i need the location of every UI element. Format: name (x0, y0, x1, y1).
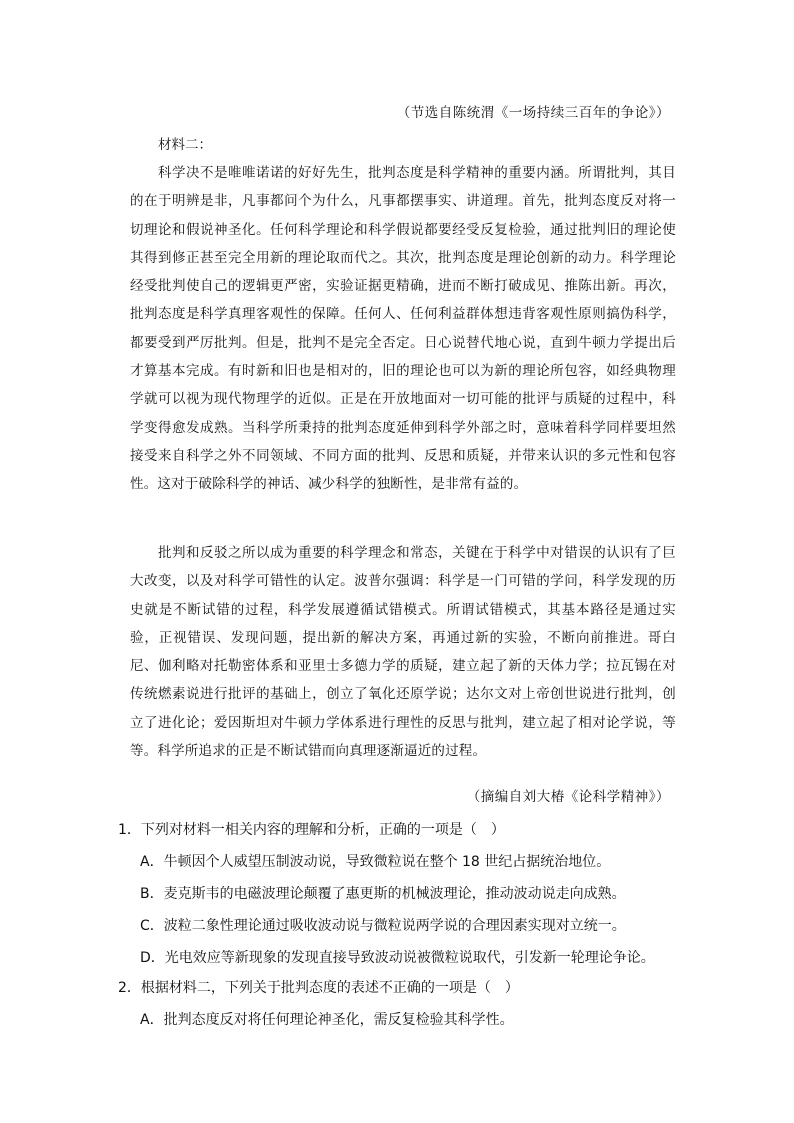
material-2-heading: 材料二： (158, 137, 212, 153)
question-2-number: 2． (118, 980, 141, 996)
material-2-paragraph-2: 批判和反驳之所以成为重要的科学理念和常态，关键在于科学中对错误的认识有了巨大改变，以及对科学可错性的认定。波普尔强调：科学是一门可错的学问，科学发现的历史就是不断试错的过程，科学发展遵循试错模式。所谓试错模式，其基本路径是通过实验，正视错误、发现问题，提出新的解决方案，再通过新的实验，不断向前推进。哥白尼、伽利略对托勒密体系和亚里士多德力学的质疑，建立起了新的天体力学；拉瓦锡在对传统燃素说进行批评的基础上，创立了氧化还原学说；达尔文对上帝创世说进行批判，创立了进化论；爱因斯坦对牛顿力学体系进行理性的反思与批判，建立起了相对论学说，等等。科学所追求的正是不断试错而向真理逐渐逼近的过程。 (130, 545, 676, 760)
question-2 (118, 978, 678, 998)
question-1-option-a: A．牛顿因个人威望压制波动说，导致微粒说在整个 18 世纪占据统治地位。 (140, 854, 611, 870)
source-citation-1: （节选自陈统渭《一场持续三百年的争论》） (396, 105, 670, 121)
source-citation-2: （摘编自刘大椿《论科学精神》） (466, 789, 670, 805)
question-2-option-a: A．批判态度反对将任何理论神圣化，需反复检验其科学性。 (140, 1012, 514, 1028)
material-2-paragraph-1: 科学决不是唯唯诺诺的好好先生，批判态度是科学精神的重要内涵。所谓批判，其目的在于明辨是非，凡事都问个为什么，凡事都摆事实、讲道理。首先，批判态度反对将一切理论和假说神圣化。任何科学理论和科学假说都要经受反复检验，通过批判旧的理论使其得到修正甚至完全用新的理论取而代之。其次，批判态度是理论创新的动力。科学理论经受批判使自己的逻辑更严密，实验证据更精确，进而不断打破成见、推陈出新。再次，批判态度是科学真理客观性的保障。任何人、任何利益群体想违背客观性原则搞伪科学，都要受到严厉批判。但是，批判不是完全否定。日心说替代地心说，直到牛顿力学提出后才算基本完成。有时新和旧也是相对的，旧的理论也可以为新的理论所包容，如经典物理学就可以视为现代物理学的近似。正是在开放地面对一切可能的批评与质疑的过程中，科学变得愈发成熟。当科学所秉持的批判态度延伸到科学外部之时，意味着科学同样要坦然接受来自科学之外不同领域、不同方面的批判、反思和质疑，并带来认识的多元性和包容性。这对于破除科学的神话、减少科学的独断性，是非常有益的。 (130, 165, 676, 493)
question-1-text: 下列对材料一相关内容的理解和分析，正确的一项是（ ） (140, 822, 505, 838)
question-1 (118, 820, 678, 840)
question-1-option-d: D．光电效应等新现象的发现直接导致波动说被微粒说取代，引发新一轮理论争论。 (140, 950, 655, 966)
question-1-option-c: C．波粒二象性理论通过吸收波动说与微粒说两学说的合理因素实现对立统一。 (140, 918, 626, 934)
question-1-option-b: B．麦克斯韦的电磁波理论颠覆了惠更斯的机械波理论，推动波动说走向成熟。 (140, 886, 626, 902)
question-1-number: 1． (118, 822, 141, 838)
question-2-text: 根据材料二，下列关于批判态度的表述不正确的一项是（ ） (140, 980, 519, 996)
